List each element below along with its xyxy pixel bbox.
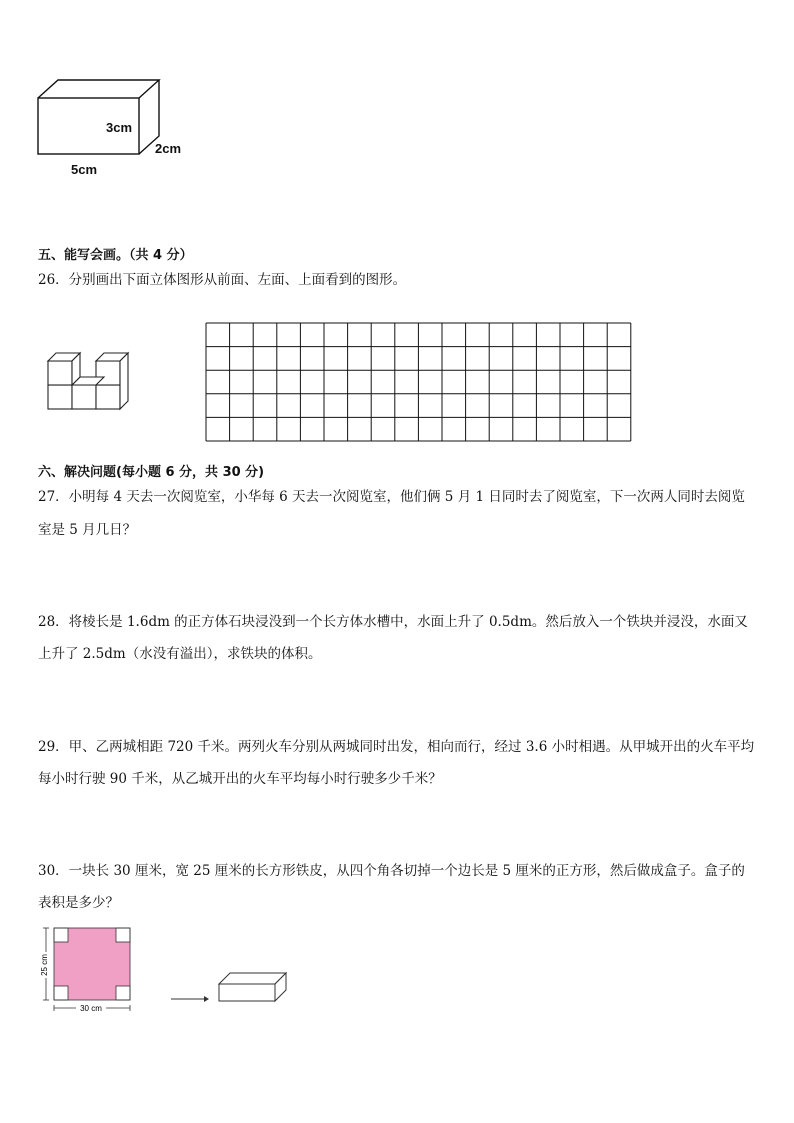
sheet-width-label: 30 cm — [80, 1004, 102, 1013]
drawing-grid[interactable] — [205, 322, 635, 443]
section6-title: 六、解决问题(每小题 6 分，共 30 分) — [38, 465, 265, 480]
question-29-line1: 29．甲、乙两城相距 720 千米。两列火车分别从两城同时出发，相向而行，经过 3.6 小时相遇。从甲城开出的火车平均 — [38, 739, 755, 755]
question-26: 26．分别画出下面立体图形从前面、左面、上面看到的图形。 — [38, 272, 407, 288]
section5-title: 五、能写会画。（共 4 分） — [38, 248, 193, 263]
arrow-icon — [170, 993, 210, 1005]
cube-stack-figure — [40, 340, 140, 415]
cuboid-top-face — [38, 80, 159, 98]
question-29-line2: 每小时行驶 90 千米，从乙城开出的火车平均每小时行驶多少千米？ — [38, 771, 442, 787]
question-28-line2: 上升了 2.5dm（水没有溢出），求铁块的体积。 — [38, 646, 322, 662]
question-27-line2: 室是 5 月几日？ — [38, 522, 137, 538]
cuboid-height-label: 3cm — [106, 120, 133, 135]
cuboid-depth-label: 2cm — [155, 141, 182, 156]
cuboid-length-label: 5cm — [71, 162, 98, 177]
sheet-height-label: 25 cm — [40, 954, 49, 976]
question-27-line1: 27．小明每 4 天去一次阅览室，小华每 6 天去一次阅览室，他们俩 5 月 1 日同时去了阅览室，下一次两人同时去阅览 — [38, 489, 745, 505]
box-figure — [216, 970, 291, 1005]
question-28-line1: 28．将棱长是 1.6dm 的正方体石块浸没到一个长方体水槽中，水面上升了 0.5dm。然后放入一个铁块并浸没，水面又 — [38, 614, 748, 630]
question-30-line1: 30．一块长 30 厘米，宽 25 厘米的长方形铁皮，从四个角各切掉一个边长是 5 厘米的正方形，然后做成盒子。盒子的 — [38, 863, 745, 879]
sheet-figure — [38, 922, 143, 1017]
question-30-line2: 表积是多少？ — [38, 895, 119, 911]
